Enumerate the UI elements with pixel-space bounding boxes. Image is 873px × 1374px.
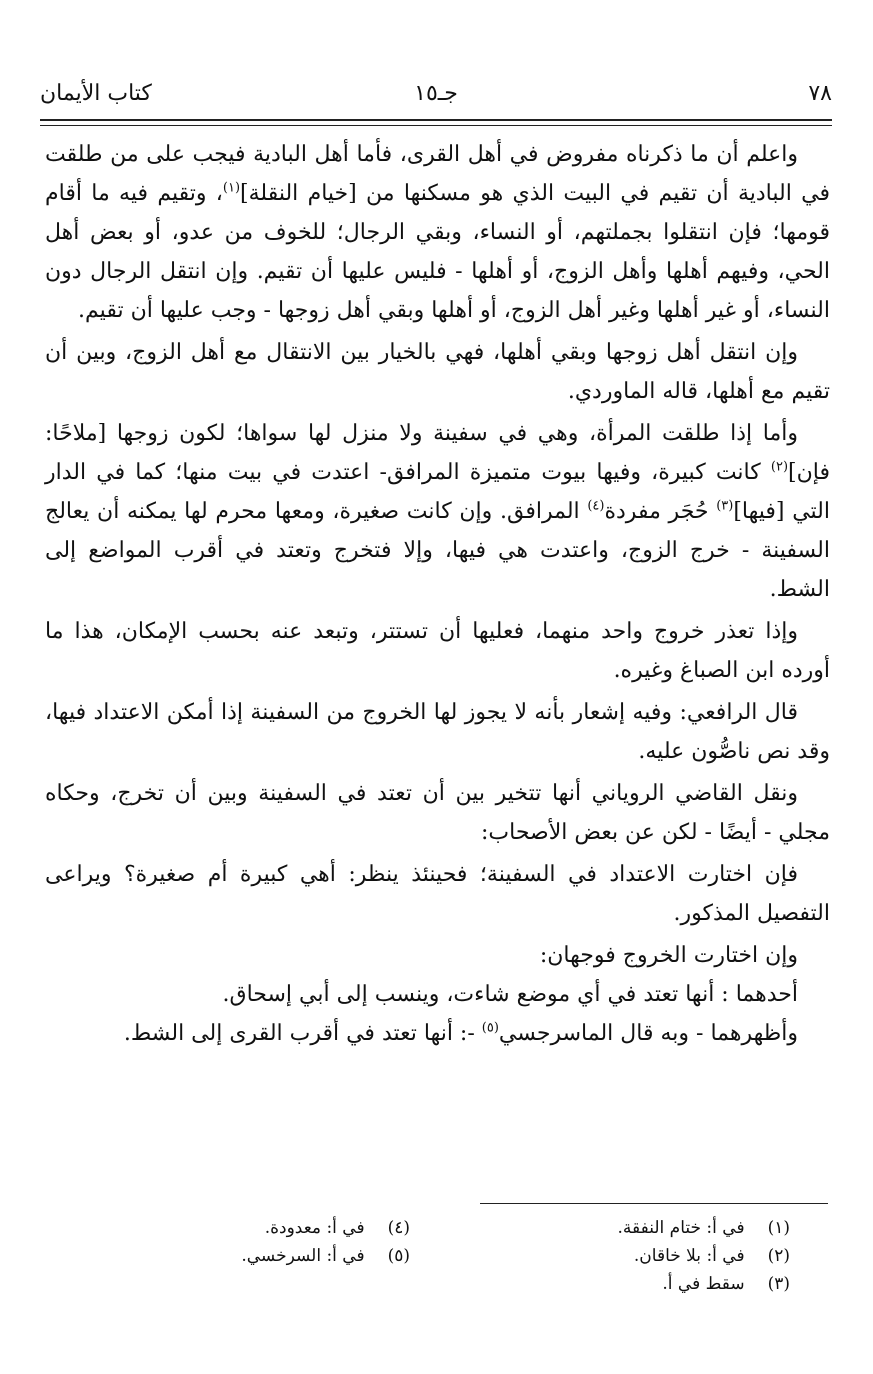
footnote-reference: (٥) [481,1020,499,1036]
footnote-number: (٣) [767,1274,790,1294]
text-run: قال الرافعي: وفيه إشعار بأنه لا يجوز لها الخروج من السفينة إذا أمكن الاعتداد فيها، وقد نص ناصُّون عليه. [45,700,830,764]
text-run: وأما إذا طلقت المرأة، وهي في سفينة ولا منزل لها سواها؛ لكون زوجها [ملاحًا: فإن] [45,421,830,485]
text-run: المرافق. وإن كانت صغيرة، ومعها محرم لها يمكنه أن يعالج السفينة - خرج الزوج، واعتدت هي فيها، وإلا فتخرج وتعتد في أقرب المواضع إلى الشط. [45,499,830,602]
paragraph-p4 [45,612,830,690]
footnote-number: (٢) [767,1246,790,1266]
text-run: واعلم أن ما ذكرناه مفروض في أهل القرى، فأما أهل البادية فيجب على من طلقت في البادية أن تقيم في البيت الذي هو مسكنها من [خيام النقلة] [45,142,831,206]
footnote-item [50,1214,410,1242]
paragraph-p2 [45,333,830,411]
footnote-column-right [430,1214,790,1298]
text-run: كانت كبيرة، وفيها بيوت متميزة المرافق- اعتدت في بيت منها؛ كما في الدار التي [فيها] [45,460,830,524]
footnote-item [430,1214,790,1242]
footnote-reference: (٢) [770,459,789,475]
text-run: وإن انتقل أهل زوجها وبقي أهلها، فهي بالخيار بين الانتقال مع أهل الزوج، وبين أن تقيم مع أهلها، قاله الماوردي. [45,340,830,404]
footnote-number: (٥) [387,1246,410,1266]
book-title: كتاب الأيمان [40,81,152,106]
footnote-text: في أ: السرخسي. [241,1246,365,1266]
text-run: حُجَر مفردة [604,499,717,524]
footnote-separator [480,1203,828,1204]
text-run: ونقل القاضي الروياني أنها تتخير بين أن تعتد في السفينة وبين أن تخرج، وحكاه مجلي - أيضًا - لكن عن بعض الأصحاب: [45,781,830,845]
page-number: ٧٨ [808,81,832,106]
main-text [45,135,830,1053]
header-rule-thin [40,125,832,126]
paragraph-p1 [45,135,830,330]
footnote-number: (١) [767,1218,790,1238]
paragraph-p3 [45,414,830,609]
paragraph-p5 [45,693,830,771]
header-rule-thick [40,119,832,121]
text-run: أحدهما : أنها تعتد في أي موضع شاءت، وينسب إلى أبي إسحاق. [222,982,798,1007]
paragraph-p8 [45,936,830,975]
footnote-text: في أ: معدودة. [264,1218,365,1238]
footnote-item [430,1242,790,1270]
footnote-text: في أ: ختام النفقة. [617,1218,745,1238]
text-run: وإن اختارت الخروج فوجهان: [539,943,798,968]
footnote-reference: (٣) [716,498,734,514]
paragraph-p10 [45,1014,830,1053]
footnotes [45,1214,790,1324]
paragraph-p9 [45,975,830,1014]
footnote-reference: (٤) [587,498,605,514]
footnote-number: (٤) [387,1218,410,1238]
paragraph-p7 [45,855,830,933]
volume-label: جـ١٥ [414,81,458,106]
footnote-reference: (١) [222,180,241,196]
footnote-column-left [50,1214,410,1270]
text-run: وأظهرهما - وبه قال الماسرجسي [498,1021,798,1046]
page-header [40,74,832,114]
footnote-item [430,1270,790,1298]
footnote-item [50,1242,410,1270]
footnote-text: في أ: بلا خاقان. [633,1246,745,1266]
text-run: ، وتقيم فيه ما أقام قومها؛ فإن انتقلوا بجملتهم، أو النساء، وبقي الرجال؛ للخوف من عدو، أو بعض أهل الحي، وفيهم أهلها وأهل الزوج، أو أهلها - فليس عليها أن تقيم. وإن انتقل الرجال دون النساء، أو غير أهلها وغير أهل الزوج، أو أهلها وبقي أهل زوجها - وجب عليها أن تقيم. [45,181,830,323]
text-run: فإن اختارت الاعتداد في السفينة؛ فحينئذ ينظر: أهي كبيرة أم صغيرة؟ ويراعى التفصيل المذكور. [45,862,830,926]
text-run: -: أنها تعتد في أقرب القرى إلى الشط. [123,1021,482,1046]
paragraph-p6 [45,774,830,852]
text-run: وإذا تعذر خروج واحد منهما، فعليها أن تستتر، وتبعد عنه بحسب الإمكان، هذا ما أورده ابن الصباغ وغيره. [45,619,830,683]
footnote-text: سقط في أ. [662,1274,745,1294]
